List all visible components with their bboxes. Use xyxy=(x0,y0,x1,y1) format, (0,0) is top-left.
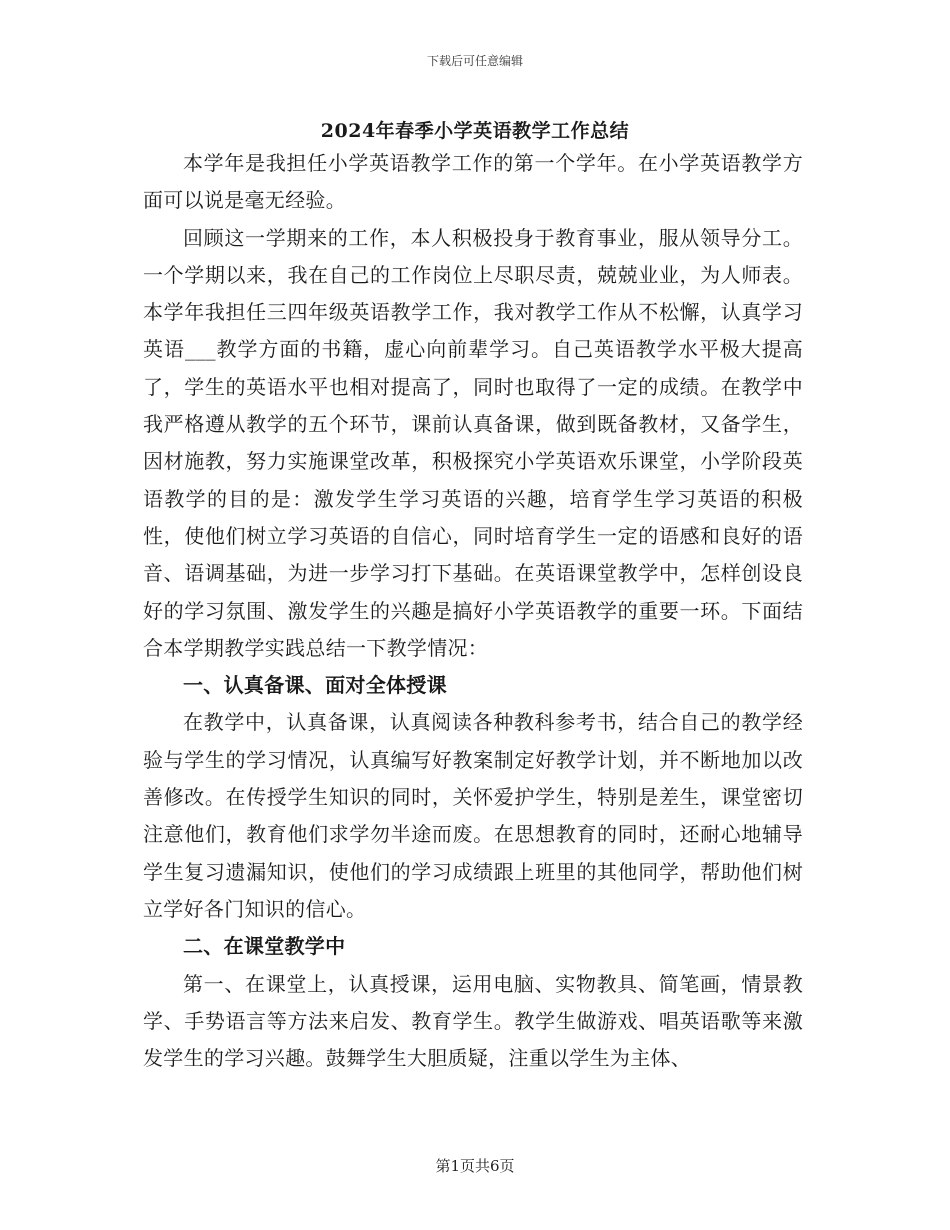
section-heading-1: 一、认真备课、面对全体授课 xyxy=(183,673,447,698)
document-title: 2024年春季小学英语教学工作总结 xyxy=(320,120,630,142)
section-heading-2: 二、在课堂教学中 xyxy=(183,934,346,959)
header-note: 下载后可任意编辑 xyxy=(426,54,523,68)
paragraph-section-1: 在教学中，认真备课，认真阅读各种教科参考书，结合自己的教学经验与学生的学习情况，认真编写好教案制定好教学计划，并不断地加以改善修改。在传授学生知识的同时，关怀爱护学生，特别是差生，课堂密切注意他们，教育他们求学勿半途而废。在思想教育的同时，还耐心地辅导学生复习遗漏知识，使他们的学习成绩跟上班里的其他同学，帮助他们树立学好各门知识的信心。 xyxy=(143,710,803,921)
paragraph-intro: 本学年是我担任小学英语教学工作的第一个学年。在小学英语教学方面可以说是毫无经验。 xyxy=(143,151,803,213)
document-body xyxy=(143,145,803,1077)
paragraph-review: 回顾这一学期来的工作，本人积极投身于教育事业，服从领导分工。一个学期以来，我在自己的工作岗位上尽职尽责，兢兢业业，为人师表。本学年我担任三四年级英语教学工作，我对教学工作从不松懈，认真学习英语___教学方面的书籍，虚心向前辈学习。自己英语教学水平极大提高了，学生的英语水平也相对提高了，同时也取得了一定的成绩。在教学中我严格遵从教学的五个环节，课前认真备课，做到既备教材，又备学生，因材施教，努力实施课堂改革，积极探究小学英语欢乐课堂，小学阶段英语教学的目的是：激发学生学习英语的兴趣，培育学生学习英语的积极性，使他们树立学习英语的自信心，同时培育学生一定的语感和良好的语音、语调基础，为进一步学习打下基础。在英语课堂教学中，怎样创设良好的学习氛围、激发学生的兴趣是搞好小学英语教学的重要一环。下面结合本学期教学实践总结一下教学情况： xyxy=(143,225,803,660)
paragraph-section-2: 第一、在课堂上，认真授课，运用电脑、实物教具、简笔画，情景教学、手势语言等方法来启发、教育学生。教学生做游戏、唱英语歌等来激发学生的学习兴趣。鼓舞学生大胆质疑，注重以学生为主体、 xyxy=(143,971,803,1071)
page-footer: 第1页共6页 xyxy=(435,1157,515,1175)
